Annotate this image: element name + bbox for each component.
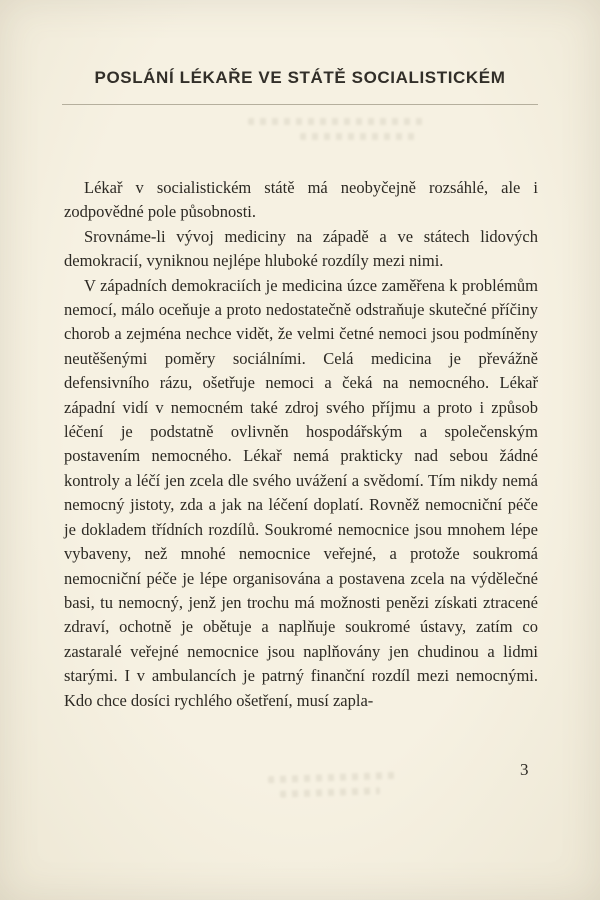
show-through-artifact — [280, 787, 380, 797]
paragraph: V západních demokraciích je medicina úzce zaměřena k problémům nemocí, málo oceňuje a proto nedostatečně odstraňuje skutečné příčiny chorob a zejména nechce vidět, že velmi četné nemoci jsou podmíněny neutěšenými poměry sociálními. Celá medicina je převážně defensivního rázu, ošetřuje nemoci a čeká na nemocného. Lékař západní vidí v nemocném také zdroj svého příjmu a proto i způsob léčení je podstatně ovlivněn hospodářským a společenským postavením nemocného. Lékař nemá prakticky nad sebou žádné kontroly a léčí jen zcela dle svého uvážení a svědomí. Tím nikdy nemá nemocný jistoty, zda a jak na léčení doplatí. Rovněž nemocniční péče je dokladem třídních rozdílů. Soukromé nemocnice jsou mnohem lépe vybaveny, než mnohé nemocnice veřejné, a protože soukromá nemocniční péče je lépe organisována a postavena zcela na výdělečné basi, tu nemocný, jenž jen trochu má možnosti penězi získati ztracené zdraví, ochotně je obětuje a naplňuje soukromé ústavy, zatím co zastaralé veřejné nemocnice jsou naplňovány jen chudinou a lidmi starými. I v ambulancích je patrný finanční rozdíl mezi nemocnými. Kdo chce dosíci rychlého ošetření, musí zapla- — [64, 275, 538, 710]
show-through-artifact — [268, 772, 398, 784]
heading-divider — [62, 104, 538, 105]
page-title: POSLÁNÍ LÉKAŘE VE STÁTĚ SOCIALISTICKÉM — [94, 68, 506, 87]
show-through-artifact — [248, 118, 423, 125]
paragraph: Srovnáme-li vývoj mediciny na západě a ve státech lidových demokracií, vyniknou nejlépe hluboké rozdíly mezi nimi. — [64, 226, 538, 271]
paragraph: Lékař v socialistickém státě má neobyčejně rozsáhlé, ale i zodpovědné pole působnosti. — [64, 178, 538, 222]
show-through-artifact — [300, 133, 415, 140]
page-number: 3 — [520, 760, 529, 779]
body-text — [64, 176, 538, 713]
